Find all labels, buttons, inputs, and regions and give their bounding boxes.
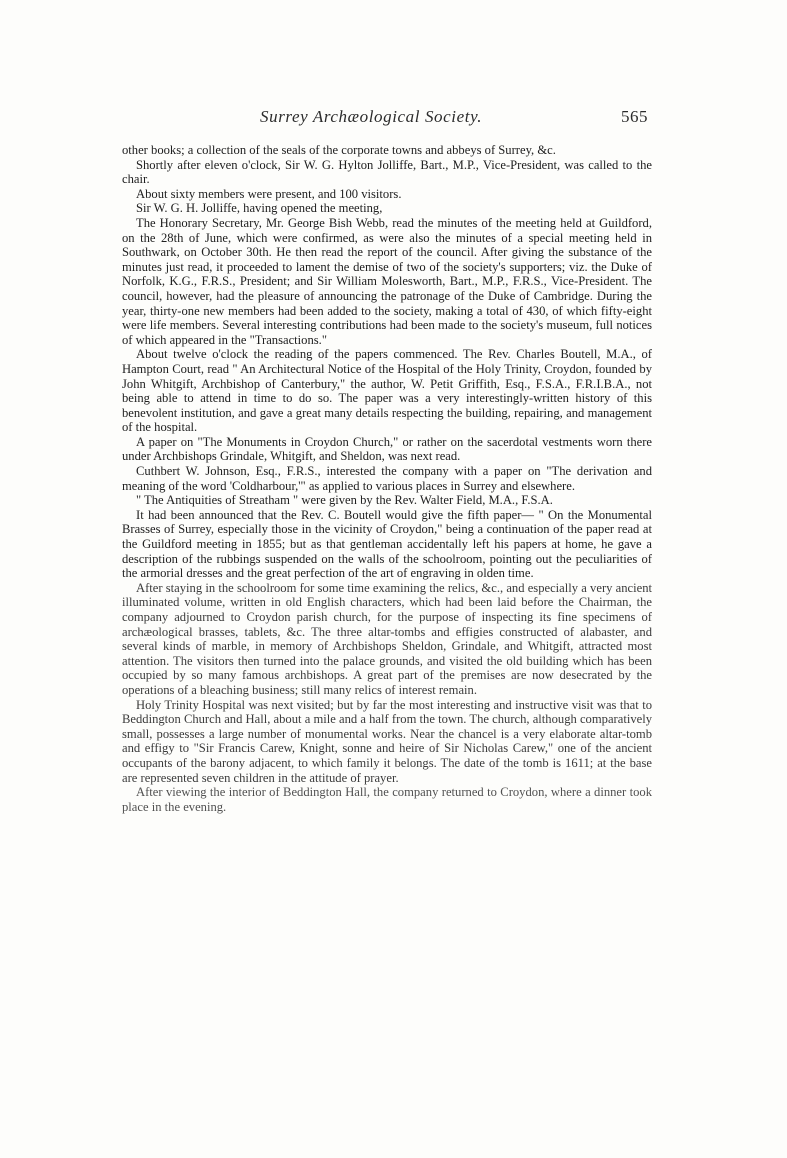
paragraph: About sixty members were present, and 100 visitors. [136,186,402,201]
page-number: 565 [621,107,648,126]
paragraph: The Honorary Secretary, Mr. George Bish Webb, read the minutes of the meeting held at Guildford, on the 28th of June, which were confirmed, as were also the minutes of a special meeting held in Southwark, on October 30th. He then read the report of the council. After giving the substance of the minutes just read, it proceeded to lament the demise of two of the society's supporters; viz. the Duke of Norfolk, K.G., F.R.S., President; and Sir William Molesworth, Bart., M.P., F.R.S., Vice-President. The council, however, had the pleasure of announcing the patronage of the Duke of Cambridge. During the year, thirty-one new members had been added to the society, making a total of 430, of which fifty-eight were life members. Several interesting contributions had been made to the society's museum, full notices of which appeared in the "Transactions." [122,215,652,347]
paragraph: After staying in the schoolroom for some time examining the relics, &c., and especially a very ancient illuminated volume, written in old English characters, which had been laid before the Chairman, the company adjourned to Croydon parish church, for the purpose of inspecting its fine specimens of archæological brasses, tablets, &c. The three altar-tombs and effigies constructed of alabaster, and several kinds of marble, in memory of Archbishops Sheldon, Grindale, and Whitgift, attracted most attention. The visitors then turned into the palace grounds, and visited the old building which has been occupied by so many famous archbishops. A great part of the premises are now desecrated by the operations of a bleaching business; still many relics of interest remain. [122,580,652,697]
paragraph: other books; a collection of the seals of the corporate towns and abbeys of Surrey, &c. [122,143,556,157]
paragraph: It had been announced that the Rev. C. Boutell would give the fifth paper— " On the Monumental Brasses of Surrey, especially those in the vicinity of Croydon," being a continuation of the paper read at the Guildford meeting in 1855; but as that gentleman accidentally left his papers at home, he gave a description of the rubbings suspended on the walls of the schoolroom, pointing out the peculiarities of the armorial dresses and the great perfection of the art of engraving in olden time. [122,507,652,581]
running-head [120,107,660,131]
paragraph: " The Antiquities of Streatham " were given by the Rev. Walter Field, M.A., F.S.A. [136,493,553,508]
paragraph: Sir W. G. H. Jolliffe, having opened the meeting, [136,201,383,216]
paragraph: A paper on "The Monuments in Croydon Church," or rather on the sacerdotal vestments worn there under Archbishops Grindale, Whitgift, and Sheldon, was next read. [122,434,652,464]
paragraph: After viewing the interior of Beddington Hall, the company returned to Croydon, where a dinner took place in the evening. [122,785,652,814]
paragraph: Cuthbert W. Johnson, Esq., F.R.S., interested the company with a paper on "The derivation and meaning of the word 'Coldharbour,'" as applied to various places in Surrey and elsewhere. [122,464,652,493]
paragraph: About twelve o'clock the reading of the papers commenced. The Rev. Charles Boutell, M.A., of Hampton Court, read " An Architectural Notice of the Hospital of the Holy Trinity, Croydon, founded by John Whitgift, Archbishop of Canterbury," the author, W. Petit Griffith, Esq., F.S.A., F.R.I.B.A., not being able to attend in time to do so. The paper was a very interestingly-written history of this benevolent institution, and gave a great many details respecting the building, repairing, and management of the hospital. [122,347,652,435]
paragraph: Shortly after eleven o'clock, Sir W. G. Hylton Jolliffe, Bart., M.P., Vice-President, was called to the chair. [122,157,652,187]
body-text [122,143,652,814]
running-title: Surrey Archæological Society. [260,107,483,126]
paragraph: Holy Trinity Hospital was next visited; but by far the most interesting and instructive visit was that to Beddington Church and Hall, about a mile and a half from the town. The church, although comparatively small, possesses a large number of monumental works. Near the chancel is a very elaborate altar-tomb and effigy to "Sir Francis Carew, Knight, sonne and heire of Sir Nicholas Carew," one of the ancient occupants of the barony adjacent, to which family it belongs. The date of the tomb is 1611; at the base are represented seven children in the attitude of prayer. [122,697,652,785]
